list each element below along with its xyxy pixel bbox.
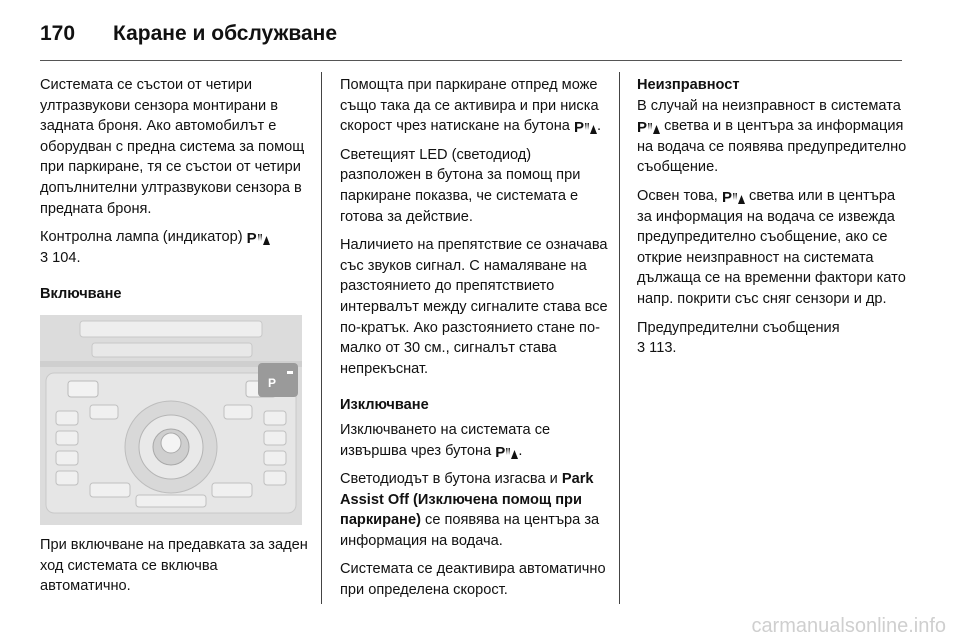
heading-switch-off: Изключване: [340, 397, 429, 414]
page-header: [40, 14, 337, 54]
watermark: carmanualsonline.info: [751, 615, 946, 637]
column-divider-1: [321, 72, 322, 604]
park-assist-icon: P: [574, 121, 597, 135]
front-assist-paragraph: Помощта при паркиране отпред може също така да се активира и при ниска скорост чрез натискане на бутона P .: [340, 77, 602, 137]
switch-on-paragraph: При включване на предавката за заден ход системата се включва автоматично.: [40, 536, 308, 595]
auto-deactivate-paragraph: Системата се деактивира автоматично при определена скорост.: [340, 561, 606, 599]
switch-off-paragraph: Изключването на системата се извършва чрез бутона P .: [340, 421, 551, 461]
column-1: [40, 75, 312, 605]
control-panel-image: [40, 315, 302, 525]
page-number: 170: [40, 22, 76, 45]
intro-paragraph: Системата се състои от четири ултразвукови сензора монтирани в задната броня. Ако автомобилът е оборудван с предна система за помощ при паркиране, тя се състои от четири допълнителни ултразвукови сензора в предната броня.: [40, 77, 305, 217]
warnings-ref: 3 113.: [637, 340, 677, 357]
led-paragraph: Светещият LED (светодиод) разположен в бутона за помощ при паркиране показва, че системата е готова за действие.: [340, 146, 581, 225]
park-assist-icon: P: [722, 191, 745, 205]
header-rule: [40, 60, 902, 61]
temporary-fault-paragraph: Освен това, P светва или в центъра за информация на водача се извежда предупредително съобщение, ако се открие неизправност на системата дължаща се на временни фактори като напр. покрити със сняг сензори и др.: [637, 187, 906, 307]
page-title: Каране и обслужване: [113, 22, 338, 45]
fault-paragraph: В случай на неизправност в системата P светва и в центъра за информация на водача се появява предупредително съобщение.: [637, 97, 907, 176]
column-2: [340, 75, 612, 609]
heading-fault: Неизправност: [637, 77, 740, 93]
park-assist-icon: P: [637, 121, 660, 135]
park-assist-off-message: Park Assist Off (Изключена помощ при паркиране): [340, 471, 594, 529]
park-assist-icon: P: [495, 446, 518, 460]
indicator-ref: 3 104.: [40, 249, 81, 266]
figure-button-label: P: [268, 375, 277, 390]
indicator-paragraph: [40, 227, 312, 268]
park-assist-icon: P: [247, 232, 270, 246]
warnings-paragraph: Предупредителни съобщения 3 113.: [637, 319, 840, 357]
column-divider-2: [619, 72, 620, 604]
column-3: [637, 75, 909, 367]
heading-switch-on: Включване: [40, 286, 122, 303]
obstacle-paragraph: Наличието на препятствие се означава със звуков сигнал. С намаляване на разстоянието до препятствието интервалът между сигналите става все по-кратък. Ако разстоянието стане по-малко от 30 см., сигналът става непрекъснат.: [340, 237, 608, 377]
indicator-text: Контролна лампа (индикатор): [40, 229, 243, 246]
led-off-paragraph: Светодиодът в бутона изгасва и Park Assist Off (Изключена помощ при паркиране) се появява на центъра за информация на водача.: [340, 471, 600, 549]
